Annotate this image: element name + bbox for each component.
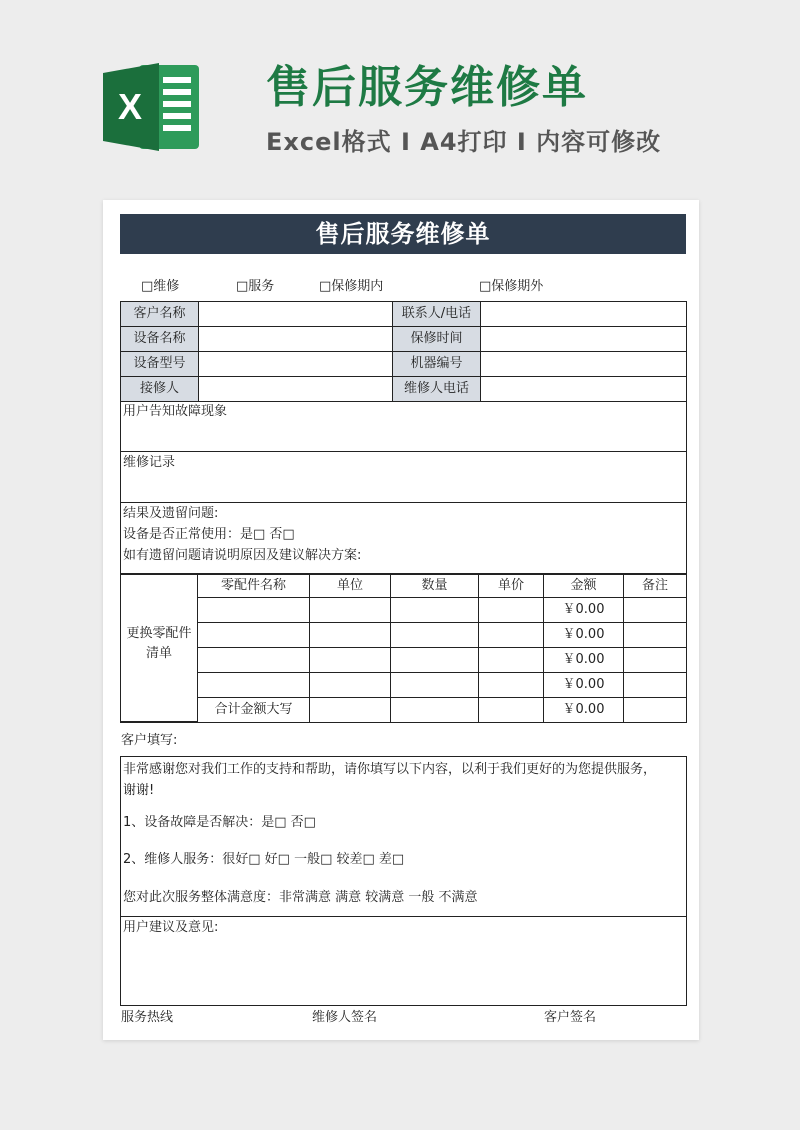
customer-signature-label: 客户签名 bbox=[544, 1010, 597, 1025]
form-sheet bbox=[103, 200, 699, 1040]
label-contact-phone: 联系人/电话 bbox=[393, 302, 481, 327]
result-heading: 结果及遗留问题: bbox=[123, 506, 219, 521]
part-name-cell[interactable] bbox=[198, 673, 310, 698]
unit-cell[interactable] bbox=[310, 673, 391, 698]
remark-cell[interactable] bbox=[624, 673, 686, 698]
service-hotline-label: 服务热线 bbox=[121, 1010, 174, 1025]
col-remark: 备注 bbox=[624, 574, 686, 598]
page-title: 售后服务维修单 bbox=[266, 62, 588, 113]
remark-cell[interactable] bbox=[624, 598, 686, 623]
part-name-cell[interactable] bbox=[198, 648, 310, 673]
unit-price-cell[interactable] bbox=[479, 623, 544, 648]
quantity-cell[interactable] bbox=[391, 623, 479, 648]
logo-letter: X bbox=[117, 86, 143, 127]
total-label: 合计金额大写 bbox=[198, 698, 310, 722]
fault-record-section bbox=[120, 401, 687, 575]
suggestion-label: 用户建议及意见: bbox=[123, 920, 219, 935]
fault-field[interactable] bbox=[121, 401, 686, 452]
question-repairer-service[interactable]: 2、维修人服务：很好□ 好□ 一般□ 较差□ 差□ bbox=[123, 852, 405, 867]
question-fault-resolved[interactable]: 1、设备故障是否解决：是□ 否□ bbox=[123, 815, 316, 830]
repairer-signature-label: 维修人签名 bbox=[312, 1010, 378, 1025]
result-normal-use[interactable]: 设备是否正常使用：是□ 否□ bbox=[123, 527, 295, 542]
label-customer-name: 客户名称 bbox=[121, 302, 199, 327]
field-receiver[interactable] bbox=[199, 377, 393, 401]
parts-side-label-line2: 清单 bbox=[145, 646, 172, 661]
remark-cell[interactable] bbox=[624, 623, 686, 648]
total-amount: ￥0.00 bbox=[544, 698, 624, 722]
checkbox-service[interactable]: □服务 bbox=[236, 279, 275, 294]
label-repairer-phone: 维修人电话 bbox=[393, 377, 481, 401]
amount-cell: ￥0.00 bbox=[544, 648, 624, 673]
total-blank-cell bbox=[391, 698, 479, 722]
field-device-model[interactable] bbox=[199, 352, 393, 377]
label-receiver: 接修人 bbox=[121, 377, 199, 401]
label-device-model: 设备型号 bbox=[121, 352, 199, 377]
col-unit: 单位 bbox=[310, 574, 391, 598]
quantity-cell[interactable] bbox=[391, 673, 479, 698]
label-warranty-time: 保修时间 bbox=[393, 327, 481, 352]
thanks-line-1: 非常感谢您对我们工作的支持和帮助，请你填写以下内容，以利于我们更好的为您提供服务， bbox=[123, 762, 657, 777]
result-field bbox=[121, 503, 686, 574]
field-contact-phone[interactable] bbox=[481, 302, 686, 327]
page-subtitle: Excel格式 I A4打印 I 内容可修改 bbox=[266, 128, 662, 156]
unit-cell[interactable] bbox=[310, 623, 391, 648]
part-name-cell[interactable] bbox=[198, 598, 310, 623]
form-title: 售后服务维修单 bbox=[120, 214, 686, 254]
fault-label: 用户告知故障现象 bbox=[123, 404, 228, 419]
info-table bbox=[120, 301, 687, 402]
part-name-cell[interactable] bbox=[198, 623, 310, 648]
total-uppercase-cell[interactable] bbox=[310, 698, 391, 722]
unit-cell[interactable] bbox=[310, 598, 391, 623]
record-field[interactable] bbox=[121, 452, 686, 503]
label-machine-number: 机器编号 bbox=[393, 352, 481, 377]
col-amount: 金额 bbox=[544, 574, 624, 598]
total-remark-cell[interactable] bbox=[624, 698, 686, 722]
quantity-cell[interactable] bbox=[391, 648, 479, 673]
field-customer-name[interactable] bbox=[199, 302, 393, 327]
field-machine-number[interactable] bbox=[481, 352, 686, 377]
unit-price-cell[interactable] bbox=[479, 598, 544, 623]
question-overall-satisfaction[interactable]: 您对此次服务整体满意度：非常满意 满意 较满意 一般 不满意 bbox=[123, 890, 478, 905]
record-label: 维修记录 bbox=[123, 455, 176, 470]
parts-table bbox=[120, 573, 687, 723]
amount-cell: ￥0.00 bbox=[544, 673, 624, 698]
checkbox-repair[interactable]: □维修 bbox=[141, 279, 180, 294]
customer-feedback-section bbox=[120, 756, 687, 1006]
parts-side-label-line1: 更换零配件 bbox=[126, 626, 192, 641]
satisfaction-block bbox=[121, 757, 686, 917]
amount-cell: ￥0.00 bbox=[544, 598, 624, 623]
checkbox-in-warranty[interactable]: □保修期内 bbox=[319, 279, 384, 294]
label-device-name: 设备名称 bbox=[121, 327, 199, 352]
unit-price-cell[interactable] bbox=[479, 648, 544, 673]
field-warranty-time[interactable] bbox=[481, 327, 686, 352]
customer-fill-label: 客户填写: bbox=[121, 733, 178, 748]
total-blank-cell bbox=[479, 698, 544, 722]
excel-logo-icon bbox=[103, 57, 203, 157]
quantity-cell[interactable] bbox=[391, 598, 479, 623]
field-device-name[interactable] bbox=[199, 327, 393, 352]
checkbox-out-warranty[interactable]: □保修期外 bbox=[479, 279, 544, 294]
parts-side-label bbox=[121, 574, 198, 722]
thanks-line-2: 谢谢! bbox=[123, 783, 155, 798]
unit-price-cell[interactable] bbox=[479, 673, 544, 698]
field-repairer-phone[interactable] bbox=[481, 377, 686, 401]
col-quantity: 数量 bbox=[391, 574, 479, 598]
col-part-name: 零配件名称 bbox=[198, 574, 310, 598]
result-remaining-issues: 如有遗留问题请说明原因及建议解决方案: bbox=[123, 548, 362, 563]
remark-cell[interactable] bbox=[624, 648, 686, 673]
col-unit-price: 单价 bbox=[479, 574, 544, 598]
amount-cell: ￥0.00 bbox=[544, 623, 624, 648]
suggestion-field[interactable] bbox=[121, 917, 686, 1005]
unit-cell[interactable] bbox=[310, 648, 391, 673]
